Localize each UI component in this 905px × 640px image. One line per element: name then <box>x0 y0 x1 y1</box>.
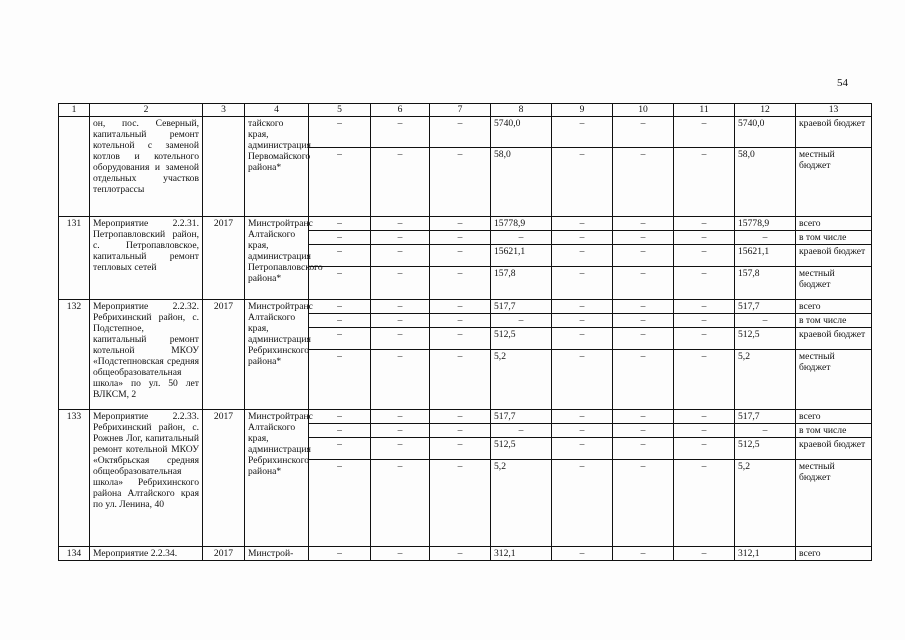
value-cell-c6: – <box>371 460 430 547</box>
table-row <box>59 547 872 561</box>
value-cell-c11: – <box>674 300 735 314</box>
value-cell-c7: – <box>430 424 491 438</box>
value-cell-c5: – <box>309 350 371 410</box>
value-cell-c12: 58,0 <box>735 148 796 217</box>
value-cell-c9: – <box>552 438 613 460</box>
value-cell-c10: – <box>613 267 674 300</box>
value-cell-c5: – <box>309 217 371 231</box>
value-cell-c11: – <box>674 350 735 410</box>
value-cell-c12: 312,1 <box>735 547 796 561</box>
header-cell: 13 <box>796 104 872 117</box>
value-cell-c11: – <box>674 117 735 148</box>
header-cell: 8 <box>491 104 552 117</box>
funding-source-cell: всего <box>796 217 872 231</box>
value-cell-c5: – <box>309 424 371 438</box>
value-cell-c12: 15621,1 <box>735 245 796 267</box>
value-cell-c12: 517,7 <box>735 410 796 424</box>
value-cell-c9: – <box>552 148 613 217</box>
value-cell-c11: – <box>674 217 735 231</box>
value-cell-c5: – <box>309 148 371 217</box>
value-cell-c10: – <box>613 300 674 314</box>
value-cell-c5: – <box>309 267 371 300</box>
value-cell-c6: – <box>371 148 430 217</box>
value-cell-c11: – <box>674 460 735 547</box>
header-cell: 4 <box>245 104 309 117</box>
value-cell-c8: 312,1 <box>491 547 552 561</box>
measure-number-cell <box>59 117 90 217</box>
header-cell: 11 <box>674 104 735 117</box>
value-cell-c11: – <box>674 328 735 350</box>
value-cell-c11: – <box>674 148 735 217</box>
funding-source-cell: краевой бюджет <box>796 117 872 148</box>
value-cell-c7: – <box>430 438 491 460</box>
value-cell-c10: – <box>613 148 674 217</box>
value-cell-c8: 517,7 <box>491 300 552 314</box>
value-cell-c6: – <box>371 217 430 231</box>
value-cell-c5: – <box>309 231 371 245</box>
value-cell-c8: 5,2 <box>491 460 552 547</box>
value-cell-c7: – <box>430 148 491 217</box>
measure-number-cell: 134 <box>59 547 90 561</box>
measure-executor-cell: Минстройтранс Алтайского края, администрация Петропавловского района* <box>245 217 309 300</box>
value-cell-c9: – <box>552 231 613 245</box>
value-cell-c7: – <box>430 300 491 314</box>
measure-year-cell <box>203 117 245 217</box>
header-cell: 7 <box>430 104 491 117</box>
measure-executor-cell: тайского края, администрация Первомайского района* <box>245 117 309 217</box>
value-cell-c6: – <box>371 300 430 314</box>
measure-executor-cell: Минстройтранс Алтайского края, администрация Ребрихинского района* <box>245 410 309 547</box>
value-cell-c5: – <box>309 438 371 460</box>
funding-source-cell: всего <box>796 547 872 561</box>
value-cell-c8: 15778,9 <box>491 217 552 231</box>
value-cell-c12: – <box>735 424 796 438</box>
measure-number-cell: 131 <box>59 217 90 300</box>
value-cell-c7: – <box>430 410 491 424</box>
header-cell: 9 <box>552 104 613 117</box>
value-cell-c11: – <box>674 410 735 424</box>
value-cell-c9: – <box>552 217 613 231</box>
value-cell-c11: – <box>674 424 735 438</box>
value-cell-c8: 512,5 <box>491 328 552 350</box>
measure-year-cell: 2017 <box>203 410 245 547</box>
value-cell-c11: – <box>674 314 735 328</box>
value-cell-c12: 512,5 <box>735 438 796 460</box>
value-cell-c12: 517,7 <box>735 300 796 314</box>
value-cell-c6: – <box>371 547 430 561</box>
value-cell-c5: – <box>309 300 371 314</box>
value-cell-c8: 517,7 <box>491 410 552 424</box>
value-cell-c11: – <box>674 245 735 267</box>
funding-source-cell: местный бюджет <box>796 350 872 410</box>
value-cell-c6: – <box>371 438 430 460</box>
value-cell-c10: – <box>613 350 674 410</box>
value-cell-c6: – <box>371 424 430 438</box>
value-cell-c5: – <box>309 245 371 267</box>
measure-number-cell: 133 <box>59 410 90 547</box>
value-cell-c9: – <box>552 300 613 314</box>
value-cell-c10: – <box>613 245 674 267</box>
value-cell-c8: 157,8 <box>491 267 552 300</box>
value-cell-c12: 5740,0 <box>735 117 796 148</box>
measures-table <box>58 103 872 561</box>
header-cell: 1 <box>59 104 90 117</box>
header-cell: 6 <box>371 104 430 117</box>
value-cell-c5: – <box>309 314 371 328</box>
value-cell-c12: 5,2 <box>735 350 796 410</box>
table-row <box>59 117 872 148</box>
funding-source-cell: в том числе <box>796 231 872 245</box>
header-cell: 2 <box>90 104 203 117</box>
value-cell-c5: – <box>309 328 371 350</box>
value-cell-c7: – <box>430 314 491 328</box>
value-cell-c6: – <box>371 231 430 245</box>
value-cell-c7: – <box>430 231 491 245</box>
value-cell-c8: – <box>491 231 552 245</box>
value-cell-c10: – <box>613 231 674 245</box>
value-cell-c7: – <box>430 217 491 231</box>
funding-source-cell: всего <box>796 410 872 424</box>
value-cell-c12: 15778,9 <box>735 217 796 231</box>
value-cell-c11: – <box>674 438 735 460</box>
value-cell-c10: – <box>613 424 674 438</box>
value-cell-c11: – <box>674 267 735 300</box>
value-cell-c7: – <box>430 245 491 267</box>
header-cell: 3 <box>203 104 245 117</box>
measure-year-cell: 2017 <box>203 217 245 300</box>
value-cell-c7: – <box>430 328 491 350</box>
value-cell-c10: – <box>613 217 674 231</box>
value-cell-c11: – <box>674 547 735 561</box>
value-cell-c8: 5740,0 <box>491 117 552 148</box>
value-cell-c9: – <box>552 267 613 300</box>
value-cell-c10: – <box>613 438 674 460</box>
value-cell-c9: – <box>552 314 613 328</box>
measure-name-cell: Мероприятие 2.2.33. Ребрихинский район, с. Рожнев Лог, капитальный ремонт котельной МКОУ «Октябрьская средняя общеобразовательная школа» Ребрихинского района Алтайского края по ул. Ленина, 40 <box>90 410 203 547</box>
header-cell: 12 <box>735 104 796 117</box>
value-cell-c11: – <box>674 231 735 245</box>
value-cell-c12: – <box>735 231 796 245</box>
table-body <box>59 117 872 561</box>
funding-source-cell: местный бюджет <box>796 460 872 547</box>
value-cell-c12: 5,2 <box>735 460 796 547</box>
value-cell-c9: – <box>552 245 613 267</box>
value-cell-c9: – <box>552 117 613 148</box>
value-cell-c10: – <box>613 328 674 350</box>
value-cell-c8: 512,5 <box>491 438 552 460</box>
value-cell-c8: 5,2 <box>491 350 552 410</box>
funding-source-cell: в том числе <box>796 424 872 438</box>
value-cell-c6: – <box>371 328 430 350</box>
measure-name-cell: Мероприятие 2.2.31. Петропавловский район, с. Петропавловское, капитальный ремонт тепловых сетей <box>90 217 203 300</box>
table-row <box>59 300 872 314</box>
value-cell-c9: – <box>552 547 613 561</box>
value-cell-c6: – <box>371 117 430 148</box>
value-cell-c9: – <box>552 424 613 438</box>
table-row <box>59 410 872 424</box>
header-cell: 5 <box>309 104 371 117</box>
value-cell-c10: – <box>613 547 674 561</box>
value-cell-c7: – <box>430 267 491 300</box>
measure-year-cell: 2017 <box>203 547 245 561</box>
value-cell-c8: – <box>491 314 552 328</box>
value-cell-c5: – <box>309 410 371 424</box>
value-cell-c8: 15621,1 <box>491 245 552 267</box>
value-cell-c9: – <box>552 350 613 410</box>
header-row <box>59 104 872 117</box>
funding-source-cell: местный бюджет <box>796 267 872 300</box>
funding-source-cell: краевой бюджет <box>796 245 872 267</box>
measure-name-cell: Мероприятие 2.2.34. <box>90 547 203 561</box>
value-cell-c5: – <box>309 547 371 561</box>
value-cell-c5: – <box>309 117 371 148</box>
measure-executor-cell: Минстройтранс Алтайского края, администрация Ребрихинского района* <box>245 300 309 410</box>
header-cell: 10 <box>613 104 674 117</box>
funding-source-cell: краевой бюджет <box>796 438 872 460</box>
value-cell-c7: – <box>430 460 491 547</box>
value-cell-c9: – <box>552 328 613 350</box>
value-cell-c9: – <box>552 460 613 547</box>
value-cell-c6: – <box>371 410 430 424</box>
value-cell-c6: – <box>371 267 430 300</box>
value-cell-c8: – <box>491 424 552 438</box>
value-cell-c6: – <box>371 314 430 328</box>
value-cell-c6: – <box>371 350 430 410</box>
value-cell-c7: – <box>430 350 491 410</box>
value-cell-c12: 157,8 <box>735 267 796 300</box>
measure-executor-cell: Минстрой- <box>245 547 309 561</box>
measure-name-cell: Мероприятие 2.2.32. Ребрихинский район, с. Подстепное, капитальный ремонт котельной МКОУ «Подстепновская средняя общеобразовательная школа» по ул. 50 лет ВЛКСМ, 2 <box>90 300 203 410</box>
value-cell-c12: 512,5 <box>735 328 796 350</box>
value-cell-c10: – <box>613 314 674 328</box>
value-cell-c5: – <box>309 460 371 547</box>
value-cell-c10: – <box>613 117 674 148</box>
value-cell-c12: – <box>735 314 796 328</box>
funding-source-cell: краевой бюджет <box>796 328 872 350</box>
measure-name-cell: он, пос. Северный, капитальный ремонт котельной с заменой котлов и котельного оборудования и заменой отдельных участков теплотрассы <box>90 117 203 217</box>
measure-number-cell: 132 <box>59 300 90 410</box>
funding-source-cell: всего <box>796 300 872 314</box>
value-cell-c7: – <box>430 547 491 561</box>
value-cell-c7: – <box>430 117 491 148</box>
value-cell-c6: – <box>371 245 430 267</box>
funding-source-cell: в том числе <box>796 314 872 328</box>
page-number: 54 <box>837 77 848 89</box>
value-cell-c10: – <box>613 460 674 547</box>
funding-source-cell: местный бюджет <box>796 148 872 217</box>
measure-year-cell: 2017 <box>203 300 245 410</box>
value-cell-c9: – <box>552 410 613 424</box>
value-cell-c10: – <box>613 410 674 424</box>
table-row <box>59 217 872 231</box>
value-cell-c8: 58,0 <box>491 148 552 217</box>
